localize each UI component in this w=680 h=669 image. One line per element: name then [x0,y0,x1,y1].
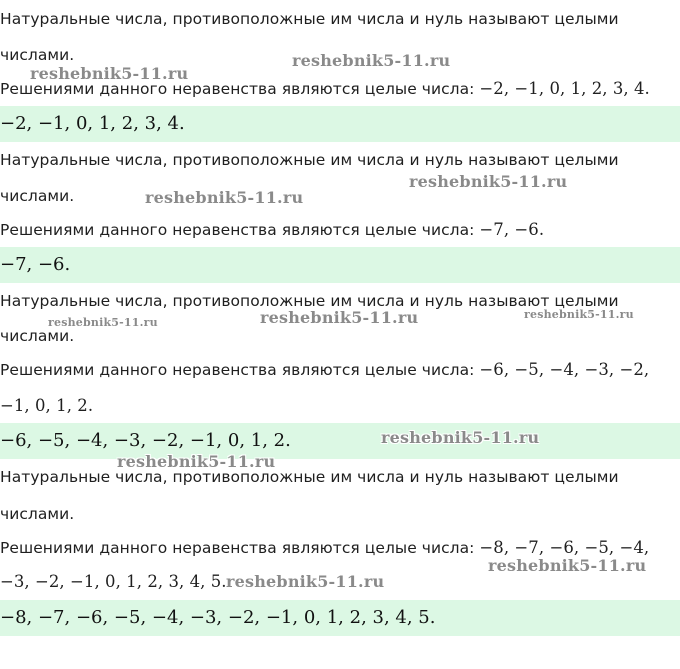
block-4-solution-text: Решениями данного неравенства являются целые числа: [0,539,480,557]
watermark: reshebnik5-11.ru [260,308,419,327]
watermark: reshebnik5-11.ru [30,64,189,83]
block-1-intro-line-2: числами. [0,46,75,64]
block-3-answer [0,423,680,459]
block-3-solution-math: −6, −5, −4, −3, −2, [479,360,650,379]
block-2-answer-text: −7, −6. [0,254,71,275]
watermark: reshebnik5-11.ru [48,316,158,329]
block-3-answer-text: −6, −5, −4, −3, −2, −1, 0, 1, 2. [0,430,291,451]
block-3-solution-text: Решениями данного неравенства являются целые числа: [0,361,480,379]
watermark: reshebnik5-11.ru [524,308,634,321]
watermark: reshebnik5-11.ru [117,452,276,471]
block-1-answer [0,106,680,142]
block-3-intro-line-1: Натуральные числа, противоположные им числа и нуль называют целыми [0,292,619,310]
block-2-solution-math: −7, −6. [479,220,545,239]
block-4-solution-math: −8, −7, −6, −5, −4, [479,538,650,557]
block-3-solution-line [0,359,680,381]
block-3-solution-math-line-2: −1, 0, 1, 2. [0,396,94,415]
block-1-solution-math: −2, −1, 0, 1, 2, 3, 4. [479,79,650,98]
block-1-solution-text: Решениями данного неравенства являются целые числа: [0,80,480,98]
block-3-intro-line-2: числами. [0,327,75,345]
watermark: reshebnik5-11.ru [145,188,304,207]
block-4-intro-line-1: Натуральные числа, противоположные им числа и нуль называют целыми [0,468,619,486]
block-2-intro-line-2: числами. [0,187,75,205]
block-1-answer-text: −2, −1, 0, 1, 2, 3, 4. [0,113,185,134]
block-2-intro-line-1: Натуральные числа, противоположные им числа и нуль называют целыми [0,151,619,169]
block-2-solution-text: Решениями данного неравенства являются целые числа: [0,221,480,239]
watermark: reshebnik5-11.ru [488,556,647,575]
block-1-intro-line-1: Натуральные числа, противоположные им числа и нуль называют целыми [0,10,619,28]
watermark: reshebnik5-11.ru [226,572,385,591]
block-2-answer [0,247,680,283]
block-4-answer-text: −8, −7, −6, −5, −4, −3, −2, −1, 0, 1, 2, 3, 4, 5. [0,607,436,628]
watermark: reshebnik5-11.ru [381,428,540,447]
block-4-solution-math-line-2: −3, −2, −1, 0, 1, 2, 3, 4, 5. [0,572,227,591]
block-4-answer [0,600,680,636]
block-2-solution-line [0,219,680,241]
watermark: reshebnik5-11.ru [409,172,568,191]
block-4-intro-line-2: числами. [0,505,75,523]
watermark: reshebnik5-11.ru [292,51,451,70]
